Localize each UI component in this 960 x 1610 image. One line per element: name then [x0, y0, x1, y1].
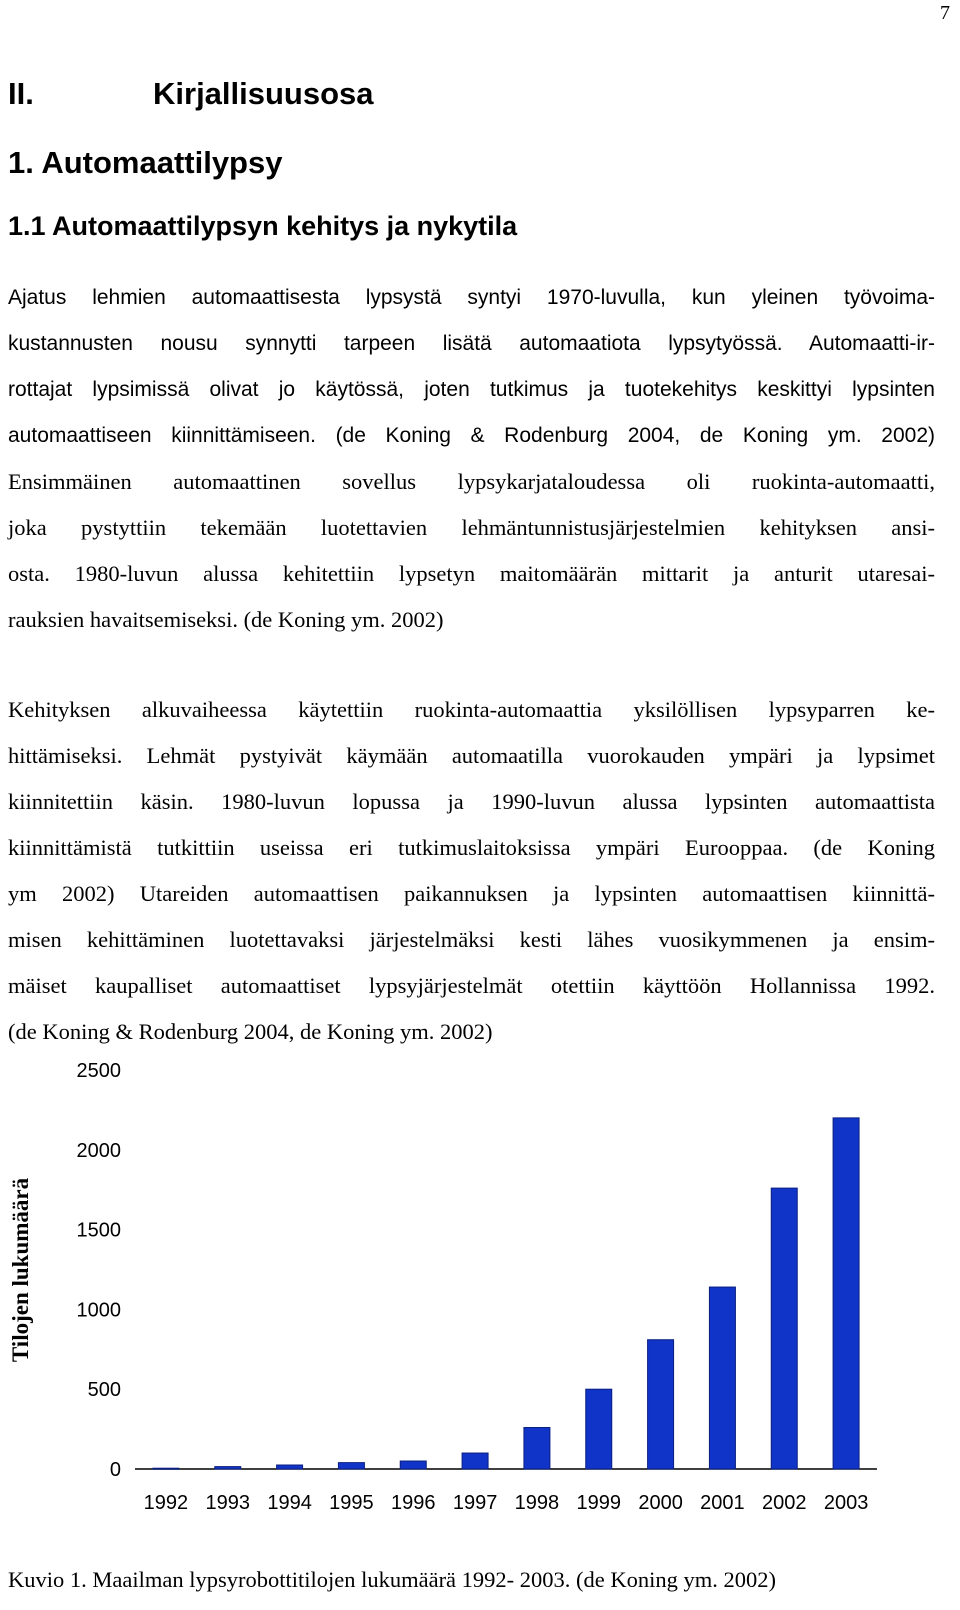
y-tick-label: 2000: [76, 1139, 121, 1162]
section-number: II.: [8, 76, 34, 111]
page-number: 7: [940, 2, 950, 24]
x-tick-label: 1994: [267, 1492, 312, 1514]
y-tick-labels: [77, 1060, 122, 1481]
x-tick-label: 2000: [638, 1492, 683, 1514]
y-tick-label: 0: [109, 1459, 121, 1481]
x-tick-label: 1997: [452, 1492, 498, 1514]
bar-2000: [648, 1340, 674, 1469]
x-tick-label: 1995: [329, 1492, 374, 1514]
paragraph-line: kiinnittämistä tutkittiin useissa eri tutkimuslaitoksissa ympäri Eurooppaa. (de Koning: [8, 835, 935, 860]
paragraph-line: automaattiseen kiinnittämiseen. (de Koning & Rodenburg 2004, de Koning ym. 2002): [8, 424, 935, 447]
y-tick-label: 1500: [76, 1219, 121, 1242]
y-tick-label: 1000: [76, 1299, 121, 1322]
bar-chart-svg: [0, 1055, 960, 1535]
bar-2001: [709, 1287, 735, 1469]
bar-1994: [277, 1465, 303, 1469]
paragraph-line: misen kehittäminen luotettavaksi järjestelmäksi kesti lähes vuosikymmenen ja ensim-: [8, 927, 935, 952]
bar-2003: [833, 1118, 859, 1469]
bars: [153, 1118, 859, 1469]
x-tick-label: 2002: [762, 1492, 807, 1514]
x-tick-label: 1998: [514, 1492, 560, 1514]
paragraph-line: Ajatus lehmien automaattisesta lypsystä syntyi 1970-luvulla, kun yleinen työvoima-: [8, 286, 935, 309]
x-tick-label: 1999: [576, 1492, 621, 1514]
bar-1997: [462, 1453, 488, 1469]
bar-2002: [771, 1188, 797, 1469]
paragraph-line: ym 2002) Utareiden automaattisen paikannuksen ja lypsinten automaattisen kiinnittä-: [8, 881, 935, 906]
x-tick-labels: [144, 1492, 869, 1514]
paragraph-2: [8, 687, 935, 1055]
section-heading: [8, 74, 374, 114]
y-axis-label-group: [8, 1177, 33, 1362]
x-tick-label: 1996: [391, 1492, 436, 1514]
y-tick-label: 500: [87, 1379, 121, 1402]
paragraph-line: Ensimmäinen automaattinen sovellus lypsykarjataloudessa oli ruokinta-automaatti,: [8, 469, 935, 494]
x-tick-label: 2003: [823, 1492, 869, 1514]
chapter-heading: 1. Automaattilypsy: [8, 145, 283, 180]
bar-chart: [0, 1055, 960, 1535]
x-tick-label: 2001: [700, 1492, 745, 1514]
paragraph-line: rottajat lypsimissä olivat jo käytössä, joten tutkimus ja tuotekehitys keskittyi lypsinten: [8, 378, 935, 401]
bar-1992: [153, 1468, 179, 1469]
paragraph-line: mäiset kaupalliset automaattiset lypsyjärjestelmät otettiin käyttöön Hollannissa 1992.: [8, 973, 935, 998]
paragraph-line: osta. 1980-luvun alussa kehitettiin lypsetyn maitomäärän mittarit ja anturit utaresai-: [8, 561, 935, 586]
paragraph-line: (de Koning & Rodenburg 2004, de Koning ym. 2002): [8, 1019, 493, 1044]
paragraph-line: joka pystyttiin tekemään luotettavien lehmäntunnistusjärjestelmien kehityksen ansi-: [8, 515, 935, 540]
paragraph-line: hittämiseksi. Lehmät pystyivät käymään automaatilla vuorokauden ympäri ja lypsimet: [8, 743, 935, 768]
y-tick-label: 2500: [76, 1060, 121, 1082]
figure-caption: Kuvio 1. Maailman lypsyrobottitilojen lukumäärä 1992- 2003. (de Koning ym. 2002): [8, 1567, 777, 1592]
bar-1995: [338, 1463, 364, 1469]
paragraph-line: kiinnitettiin käsin. 1980-luvun lopussa ja 1990-luvun alussa lypsinten automaattista: [8, 789, 935, 814]
bar-1999: [586, 1389, 612, 1469]
bar-1998: [524, 1428, 550, 1469]
paragraph-line: rauksien havaitsemiseksi. (de Koning ym. 2002): [8, 607, 444, 632]
x-tick-label: 1992: [143, 1492, 189, 1514]
paragraph-1: [8, 275, 935, 643]
paragraph-line: Kehityksen alkuvaiheessa käytettiin ruokinta-automaattia yksilöllisen lypsyparren ke-: [8, 697, 935, 722]
y-axis-label: Tilojen lukumäärä: [8, 1177, 33, 1363]
section-title: Kirjallisuusosa: [153, 76, 374, 111]
subchapter-heading: 1.1 Automaattilypsyn kehitys ja nykytila: [8, 211, 518, 241]
paragraph-line: kustannusten nousu synnytti tarpeen lisätä automaatiota lypsytyössä. Automaatti-ir-: [8, 332, 935, 355]
bar-1996: [400, 1461, 426, 1469]
bar-1993: [215, 1467, 241, 1469]
x-tick-label: 1993: [205, 1492, 250, 1514]
